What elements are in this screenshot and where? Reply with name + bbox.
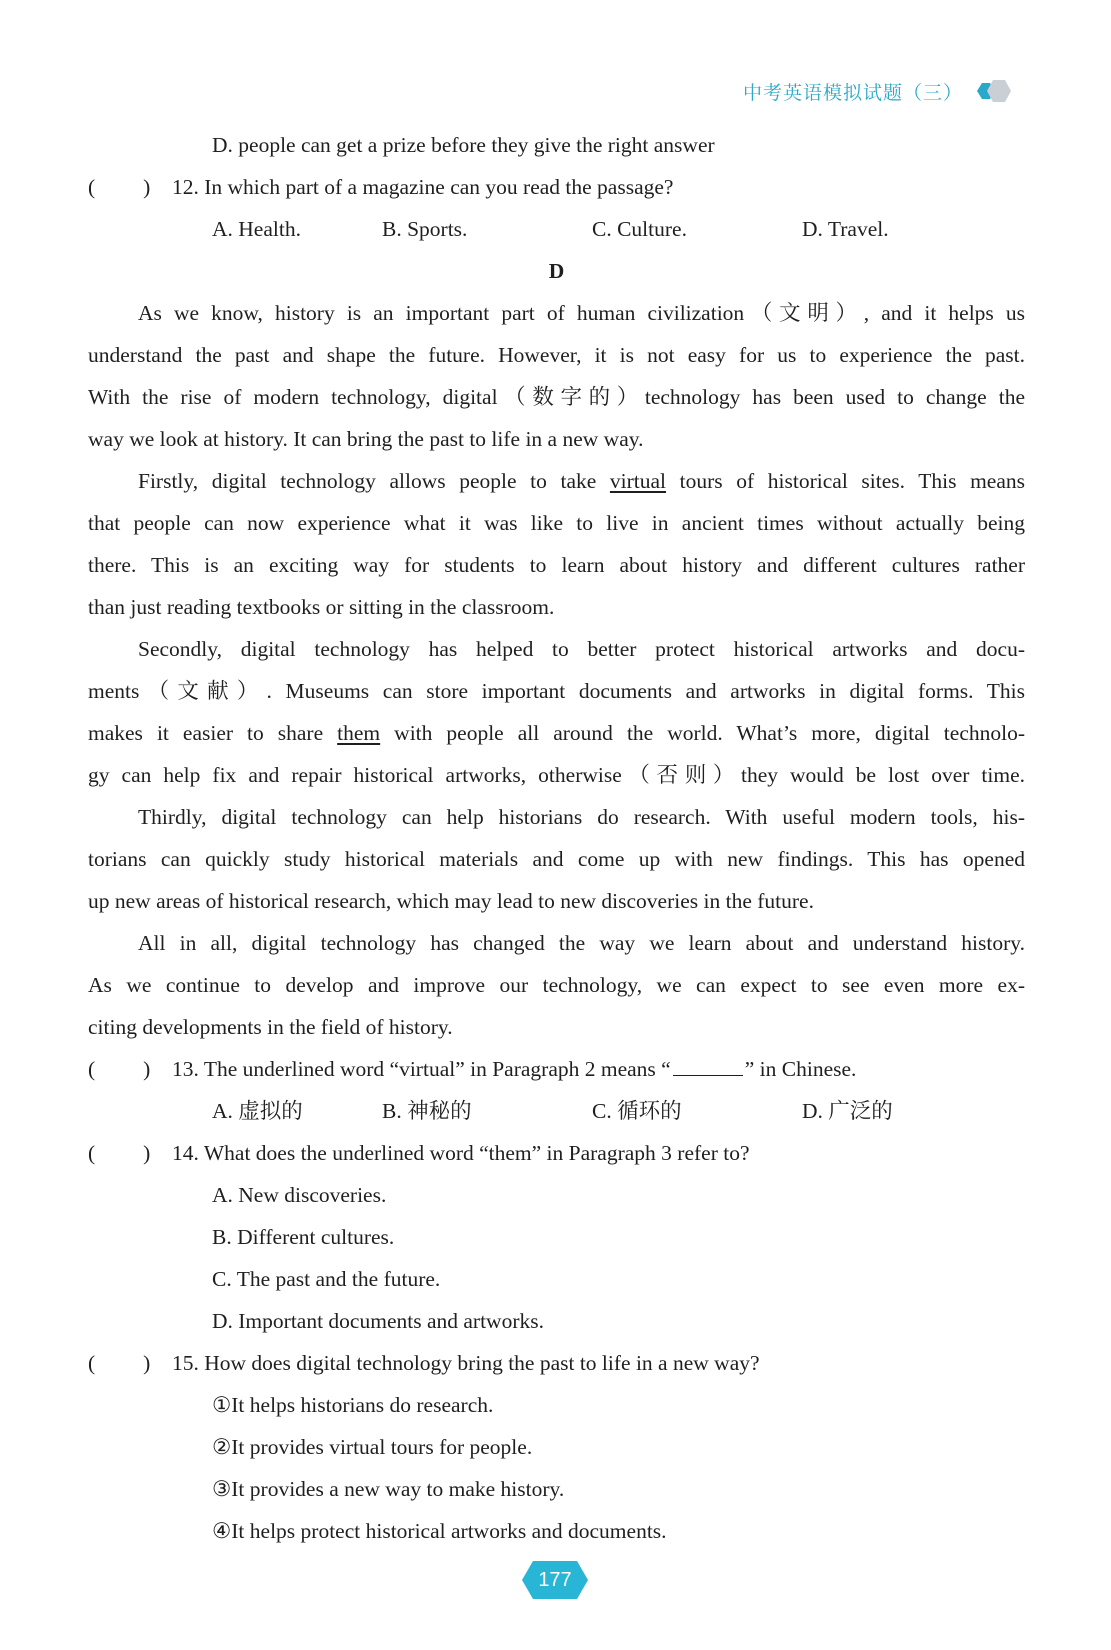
stem-before: 13. The underlined word “virtual” in Paragraph 2 means “: [172, 1057, 671, 1081]
statement-3: ③It provides a new way to make history.: [212, 1477, 565, 1501]
q11-option-d: D. people can get a prize before they give the right answer: [212, 133, 715, 157]
passage-line: citing developments in the field of history.: [88, 1015, 453, 1039]
option-c: C. The past and the future.: [212, 1267, 441, 1291]
option-a: A. 虚拟的: [212, 1099, 303, 1123]
passage-line: As we know, history is an important part of human civilization（文明）, and it helps us: [138, 301, 1025, 325]
question-13: [88, 1048, 1025, 1090]
passage-line: As we continue to develop and improve our technology, we can expect to see even more ex-: [88, 973, 1025, 997]
passage-line: Secondly, digital technology has helped to better protect historical artworks and docu-: [138, 637, 1025, 661]
text-fragment: Firstly, digital technology allows people to take: [138, 469, 610, 493]
option-c: C. Culture.: [592, 217, 687, 241]
question-12: [88, 166, 1025, 208]
passage-line: than just reading textbooks or sitting in the classroom.: [88, 595, 555, 619]
q13-options: [88, 1090, 1025, 1132]
option-d: D. Important documents and artworks.: [212, 1309, 544, 1333]
question-15: [88, 1342, 1025, 1384]
fill-in-blank[interactable]: [673, 1055, 743, 1076]
passage-line: up new areas of historical research, which may lead to new discoveries in the future.: [88, 889, 814, 913]
option-c: C. 循环的: [592, 1099, 682, 1123]
hexagon-decoration-icon: [971, 77, 1011, 105]
option-d: D. Travel.: [802, 217, 889, 241]
underlined-word-them: them: [337, 721, 381, 745]
exam-content: [88, 124, 1025, 1552]
section-label: D: [548, 259, 565, 283]
option-b: B. Sports.: [382, 217, 468, 241]
paren-close: ): [143, 1057, 151, 1081]
text-fragment: with people all around the world. What’s more, digital technolo-: [380, 721, 1025, 745]
paren-close: ): [143, 175, 151, 199]
statement-1: ①It helps historians do research.: [212, 1393, 494, 1417]
passage-line: With the rise of modern technology, digital（数字的）technology has been used to change the: [88, 385, 1025, 409]
underlined-word-virtual: virtual: [609, 469, 667, 493]
passage-line: [88, 712, 1025, 754]
passage-line: torians can quickly study historical materials and come up with new findings. This has opened: [88, 847, 1025, 871]
paren-open: (: [88, 1057, 96, 1081]
option-b: B. 神秘的: [382, 1099, 472, 1123]
passage-line: understand the past and shape the future. However, it is not easy for us to experience the past.: [88, 343, 1025, 367]
passage-line: All in all, digital technology has changed the way we learn about and understand history.: [138, 931, 1025, 955]
answer-blank[interactable]: [88, 166, 172, 208]
passage-line: Thirdly, digital technology can help historians do research. With useful modern tools, his-: [138, 805, 1025, 829]
passage-line: gy can help fix and repair historical artworks, otherwise（否则）they would be lost over time.: [88, 763, 1025, 787]
passage-line: that people can now experience what it was like to live in ancient times without actually being: [88, 511, 1025, 535]
paren-open: (: [88, 1141, 96, 1165]
page-number-badge: [522, 1560, 588, 1600]
statement-4: ④It helps protect historical artworks and documents.: [212, 1519, 667, 1543]
page-header: [743, 76, 1011, 106]
question-stem: [172, 1048, 856, 1090]
exam-title: 中考英语模拟试题（三）: [742, 81, 963, 104]
page-number: 177: [538, 1569, 572, 1591]
passage-line: there. This is an exciting way for students to learn about history and different cultures rather: [88, 553, 1025, 577]
answer-blank[interactable]: [88, 1132, 172, 1174]
answer-blank[interactable]: [88, 1048, 172, 1090]
statement-2: ②It provides virtual tours for people.: [212, 1435, 533, 1459]
passage-line: ments（文献）. Museums can store important documents and artworks in digital forms. This: [88, 679, 1025, 703]
text-fragment: tours of historical sites. This means: [666, 469, 1026, 493]
paren-open: (: [88, 1351, 96, 1375]
option-a: A. New discoveries.: [212, 1183, 387, 1207]
option-b: B. Different cultures.: [212, 1225, 395, 1249]
option-d: D. 广泛的: [802, 1099, 893, 1123]
question-14: [88, 1132, 1025, 1174]
option-a: A. Health.: [212, 217, 301, 241]
answer-blank[interactable]: [88, 1342, 172, 1384]
q12-options: [88, 208, 1025, 250]
passage-line: [88, 460, 1025, 502]
paren-close: ): [143, 1351, 151, 1375]
passage-line: way we look at history. It can bring the past to life in a new way.: [88, 427, 644, 451]
paren-open: (: [88, 175, 96, 199]
paren-close: ): [143, 1141, 151, 1165]
text-fragment: makes it easier to share: [88, 721, 338, 745]
question-stem: 15. How does digital technology bring the past to life in a new way?: [172, 1351, 760, 1375]
stem-after: ” in Chinese.: [744, 1057, 857, 1081]
question-stem: 14. What does the underlined word “them” in Paragraph 3 refer to?: [172, 1141, 750, 1165]
question-stem: 12. In which part of a magazine can you read the passage?: [172, 175, 674, 199]
